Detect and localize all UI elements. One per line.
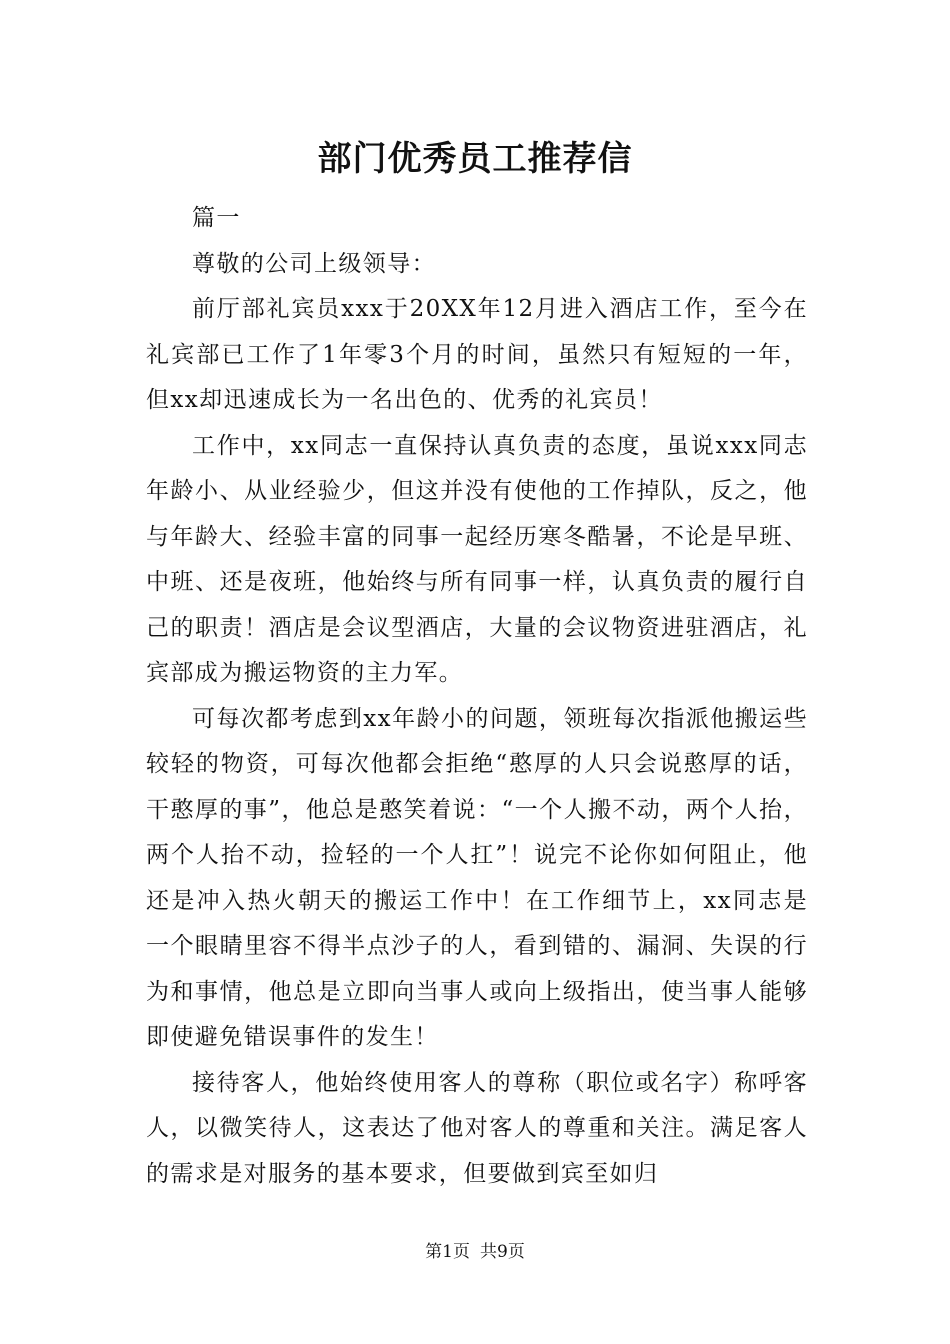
- section-heading: 篇一: [192, 205, 241, 231]
- page-footer: [0, 1240, 950, 1264]
- paragraph: 可每次都考虑到xx年龄小的问题，领班每次指派他搬运些较轻的物资，可每次他都会拒绝“憨厚的人只会说憨厚的话，干憨厚的事”，他总是憨笑着说：“一个人搬不动，两个人抬，两个人抬不动，捡轻的一个人扛”！说完不论你如何阻止，他还是冲入热火朝天的搬运工作中！在工作细节上，xx同志是一个眼睛里容不得半点沙子的人，看到错的、漏洞、失误的行为和事情，他总是立即向当事人或向上级指出，使当事人能够即使避免错误事件的发生！: [146, 705, 808, 1050]
- document-body: [146, 196, 808, 1197]
- paragraph: 工作中，xx同志一直保持认真负责的态度，虽说xxx同志年龄小、从业经验少，但这并没有使他的工作掉队，反之，他与年龄大、经验丰富的同事一起经历寒冬酷暑，不论是早班、中班、还是夜班，他始终与所有同事一样，认真负责的履行自己的职责！酒店是会议型酒店，大量的会议物资进驻酒店，礼宾部成为搬运物资的主力军。: [146, 432, 808, 686]
- page-number: 第1页: [425, 1242, 470, 1262]
- document-title: 部门优秀员工推荐信: [317, 139, 633, 179]
- salutation: 尊敬的公司上级领导：: [192, 250, 436, 277]
- paragraph: 前厅部礼宾员xxx于20XX年12月进入酒店工作，至今在礼宾部已工作了1年零3个月的时间，虽然只有短短的一年，但xx却迅速成长为一名出色的、优秀的礼宾员！: [146, 296, 808, 413]
- paragraph: 接待客人，他始终使用客人的尊称（职位或名字）称呼客人，以微笑待人，这表达了他对客人的尊重和关注。满足客人的需求是对服务的基本要求，但要做到宾至如归: [146, 1069, 808, 1187]
- page-total: 共9页: [480, 1242, 525, 1262]
